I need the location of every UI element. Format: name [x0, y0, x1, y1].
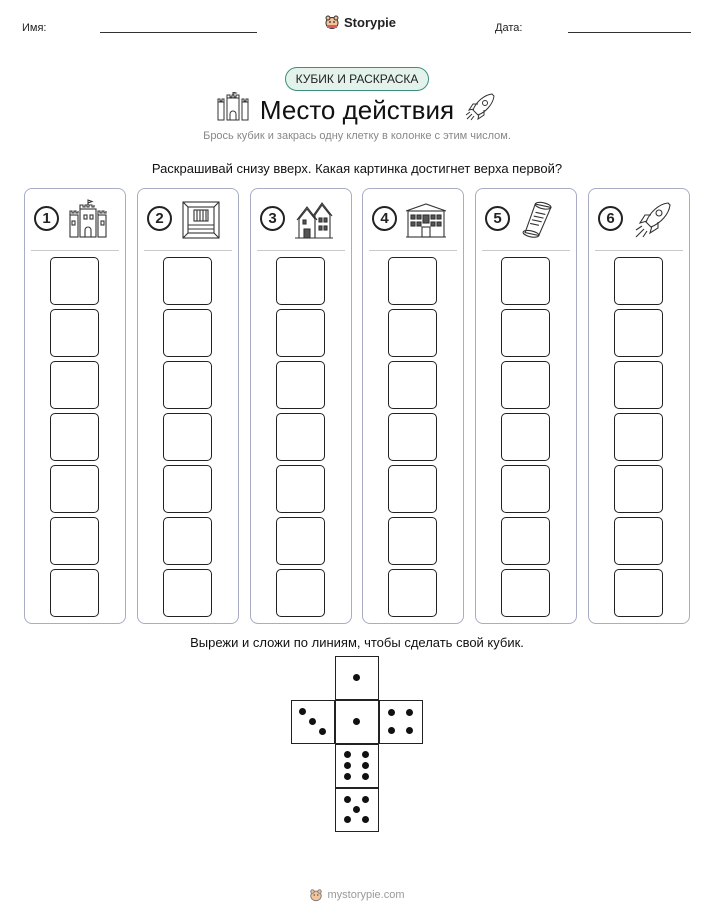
color-cell[interactable] [276, 257, 325, 305]
color-cell[interactable] [276, 465, 325, 513]
color-cell[interactable] [50, 309, 99, 357]
color-cell[interactable] [163, 517, 212, 565]
color-cell[interactable] [614, 413, 663, 461]
rocket-icon [631, 199, 673, 241]
column-number: 3 [260, 206, 285, 231]
category-badge: КУБИК И РАСКРАСКА [285, 67, 429, 91]
die-face [335, 700, 379, 744]
color-cell[interactable] [50, 257, 99, 305]
color-cell[interactable] [276, 517, 325, 565]
die-pip [362, 796, 369, 803]
color-cell[interactable] [388, 361, 437, 409]
die-pip [362, 762, 369, 769]
instruction-text: Раскрашивай снизу вверх. Какая картинка достигнет верха первой? [151, 161, 563, 176]
column-2 [137, 188, 239, 624]
die-pip [353, 674, 360, 681]
column-4 [362, 188, 464, 624]
die-pip [353, 718, 360, 725]
color-cell[interactable] [501, 257, 550, 305]
die-pip [344, 773, 351, 780]
die-pip [406, 727, 413, 734]
color-cell[interactable] [614, 361, 663, 409]
color-cell[interactable] [50, 569, 99, 617]
color-cell[interactable] [276, 361, 325, 409]
column-divider [31, 250, 119, 251]
rocket-title-icon [464, 92, 498, 122]
date-label: Дата: [495, 22, 523, 34]
die-pip [344, 796, 351, 803]
die-face [335, 788, 379, 832]
color-cell[interactable] [388, 569, 437, 617]
column-3 [250, 188, 352, 624]
color-cell[interactable] [50, 413, 99, 461]
color-cell[interactable] [501, 569, 550, 617]
name-label: Имя: [22, 22, 47, 34]
die-pip [388, 709, 395, 716]
color-cell[interactable] [388, 517, 437, 565]
color-cell[interactable] [50, 465, 99, 513]
die-pip [362, 773, 369, 780]
color-cell[interactable] [50, 517, 99, 565]
column-number: 5 [485, 206, 510, 231]
die-pip [344, 762, 351, 769]
color-cell[interactable] [388, 413, 437, 461]
brand-logo [324, 14, 396, 30]
haunted-house-icon [293, 199, 335, 241]
color-cell[interactable] [163, 257, 212, 305]
footer-url: mystorypie.com [327, 889, 405, 901]
color-cell[interactable] [614, 465, 663, 513]
column-divider [482, 250, 570, 251]
color-cell[interactable] [388, 465, 437, 513]
color-cell[interactable] [163, 361, 212, 409]
column-number: 6 [598, 206, 623, 231]
prison-cell-icon [180, 199, 222, 241]
school-building-icon [405, 199, 447, 241]
color-cell[interactable] [276, 309, 325, 357]
page-subtitle: Брось кубик и закрась одну клетку в колонке с этим числом. [203, 130, 511, 142]
date-line [568, 32, 691, 33]
color-cell[interactable] [163, 309, 212, 357]
color-cell[interactable] [276, 569, 325, 617]
color-cell[interactable] [276, 413, 325, 461]
die-pip [344, 751, 351, 758]
column-5 [475, 188, 577, 624]
color-cell[interactable] [50, 361, 99, 409]
brand-name: Storypie [344, 14, 397, 30]
color-cell[interactable] [501, 361, 550, 409]
color-cell[interactable] [163, 465, 212, 513]
color-cell[interactable] [163, 569, 212, 617]
storypie-mascot-icon [324, 14, 340, 30]
column-number: 2 [147, 206, 172, 231]
die-pip [344, 816, 351, 823]
name-line [100, 32, 257, 33]
die-pip [353, 806, 360, 813]
column-number: 1 [34, 206, 59, 231]
color-cell[interactable] [501, 413, 550, 461]
page-title: Место действия [259, 95, 455, 125]
scroll-icon [518, 199, 560, 241]
column-divider [144, 250, 232, 251]
die-face [335, 656, 379, 700]
cut-instruction: Вырежи и сложи по линиям, чтобы сделать свой кубик. [190, 635, 524, 650]
die-pip [309, 718, 316, 725]
die-face [335, 744, 379, 788]
column-divider [595, 250, 683, 251]
die-pip [362, 816, 369, 823]
color-cell[interactable] [501, 465, 550, 513]
die-pip [299, 708, 306, 715]
footer [0, 888, 714, 905]
die-pip [406, 709, 413, 716]
column-divider [369, 250, 457, 251]
color-cell[interactable] [614, 569, 663, 617]
castle-icon [67, 199, 109, 241]
color-cell[interactable] [614, 309, 663, 357]
color-cell[interactable] [501, 517, 550, 565]
column-divider [257, 250, 345, 251]
color-cell[interactable] [388, 257, 437, 305]
color-cell[interactable] [614, 257, 663, 305]
color-cell[interactable] [163, 413, 212, 461]
column-6 [588, 188, 690, 624]
color-cell[interactable] [388, 309, 437, 357]
storypie-footer-icon [309, 888, 323, 902]
die-pip [362, 751, 369, 758]
column-number: 4 [372, 206, 397, 231]
die-face [379, 700, 423, 744]
die-pip [319, 728, 326, 735]
column-1 [24, 188, 126, 624]
die-pip [388, 727, 395, 734]
die-face [291, 700, 335, 744]
color-cell[interactable] [501, 309, 550, 357]
color-cell[interactable] [614, 517, 663, 565]
